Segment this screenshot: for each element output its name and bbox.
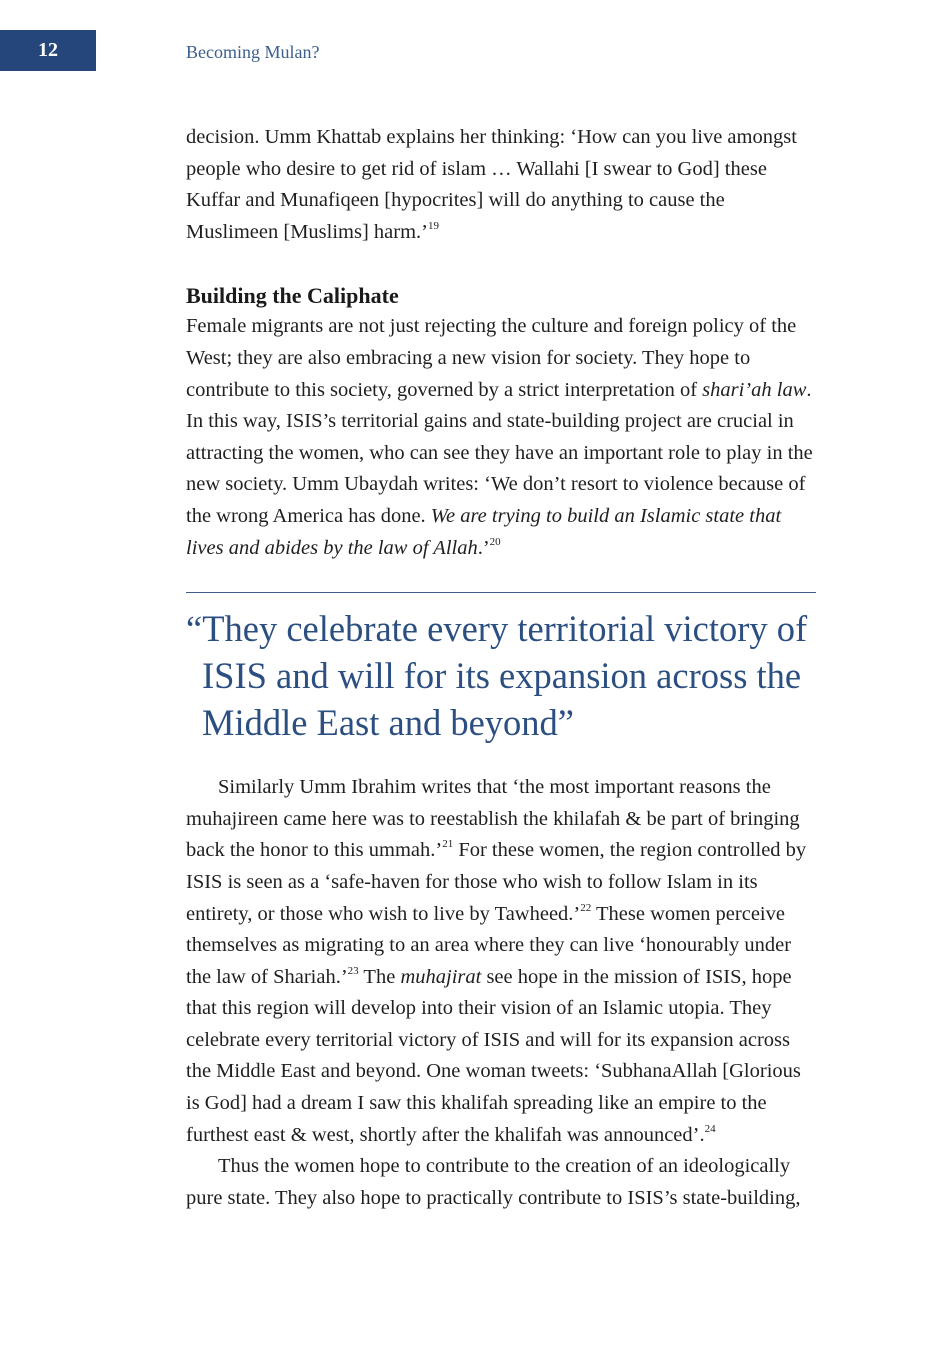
text-span: see hope in the mission of ISIS, hope that this region will develop into their vision of an Islamic utopia. They celebrate every territorial victory of ISIS and will for its expansion across the Middle East and beyond. One woman tweets: ‘SubhanaAllah [Glorious is God] had a dream I saw this khalifah spreading like an empire to the furthest east & west, shortly after the khalifah was announced’. <box>186 965 801 1146</box>
text-span: These women perceive themselves as migrating to an area where they can live ‘honourably under the law of Shariah.’ <box>186 902 792 988</box>
italic-span: shari’ah law <box>702 378 807 401</box>
text-span: . In this way, ISIS’s territorial gains and state-building project are crucial in attracting the women, who can see they have an important role to play in the new society. Umm Ubaydah writes: ‘We don’t resort to violence because of the wrong America has done. <box>186 378 813 527</box>
footnote-ref: 24 <box>704 1122 716 1135</box>
main-content <box>186 122 816 1214</box>
paragraph-3 <box>186 772 816 1151</box>
running-title: Becoming Mulan? <box>186 42 320 62</box>
footnote-ref: 21 <box>442 838 454 851</box>
text-span: Thus the women hope to contribute to the creation of an ideologically pure state. They also hope to practically contribute to ISIS’s state-building, <box>186 1155 801 1209</box>
paragraph-4 <box>186 1151 816 1214</box>
italic-span: muhajirat <box>400 965 482 988</box>
paragraph-1 <box>186 122 816 248</box>
page-number: 12 <box>0 30 96 71</box>
paragraph-2 <box>186 311 816 564</box>
text-span: The <box>358 965 401 988</box>
pull-quote: “They celebrate every territorial victory of ISIS and will for its expansion across the Middle East and beyond” <box>186 608 808 744</box>
footnote-ref: 23 <box>347 964 359 977</box>
italic-span: We are trying to build an Islamic state that lives and abides by the law of Allah <box>186 504 782 559</box>
text-span: For these women, the region controlled by ISIS is seen as a ‘safe-haven for those who wish to follow Islam in its entirety, or those who wish to live by Tawheed.’ <box>186 839 807 925</box>
footnote-ref: 19 <box>428 219 439 232</box>
text-span: Similarly Umm Ibrahim writes that ‘the most important reasons the muhajireen came here was to reestablish the khilafah & be part of bringing back the honor to this ummah.’ <box>186 776 800 862</box>
footnote-ref: 22 <box>580 901 592 914</box>
text-span: decision. Umm Khattab explains her thinking: ‘How can you live amongst people who desire to get rid of islam … Wallahi [I swear to God] these Kuffar and Munafiqeen [hypocrites] will do anything to cause the Muslimeen [Muslims] harm.’ <box>186 126 797 243</box>
footnote-ref: 20 <box>489 535 501 548</box>
text-span: Female migrants are not just rejecting the culture and foreign policy of the West; they are also embracing a new vision for society. They hope to contribute to this society, governed by a strict interpretation of <box>186 315 797 401</box>
section-heading: Building the Caliphate <box>186 283 399 309</box>
pull-quote-rule <box>186 592 816 593</box>
text-span: .’ <box>477 536 490 559</box>
